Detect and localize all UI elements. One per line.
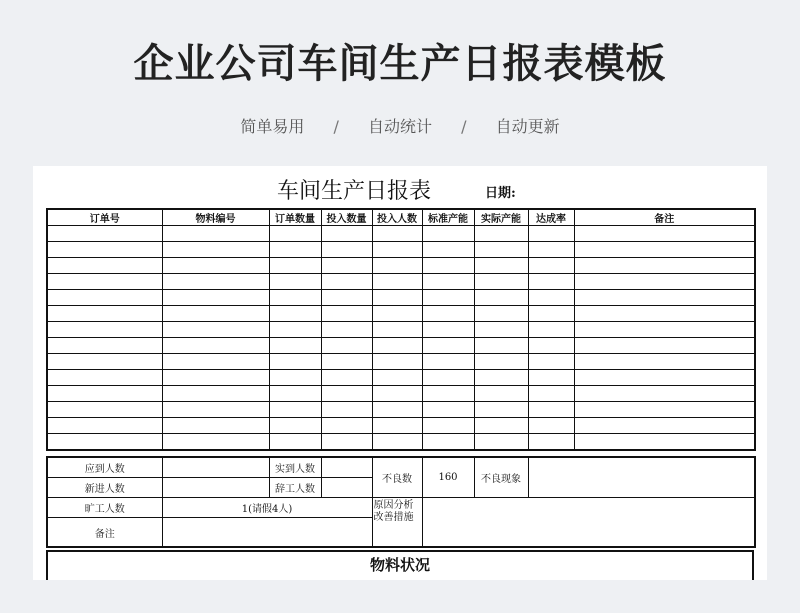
material-status-section	[46, 550, 754, 580]
table-cell[interactable]	[528, 418, 574, 434]
tag-auto-update: 自动更新	[495, 117, 560, 136]
column-header: 投入人数	[372, 209, 422, 226]
table-cell[interactable]	[474, 386, 528, 402]
table-cell[interactable]	[574, 242, 755, 258]
column-header: 备注	[574, 209, 755, 226]
table-row	[47, 498, 755, 518]
table-cell[interactable]	[372, 242, 422, 258]
tag-separator: /	[333, 117, 339, 136]
table-cell[interactable]	[269, 274, 321, 290]
table-cell[interactable]	[162, 322, 269, 338]
sheet-header	[33, 174, 767, 208]
table-cell[interactable]	[47, 418, 162, 434]
table-cell[interactable]	[528, 338, 574, 354]
table-cell[interactable]	[528, 306, 574, 322]
table-row	[47, 290, 755, 306]
table-cell[interactable]	[269, 418, 321, 434]
table-cell[interactable]	[528, 434, 574, 451]
table-cell[interactable]	[474, 274, 528, 290]
table-cell[interactable]	[321, 386, 372, 402]
table-cell[interactable]	[47, 322, 162, 338]
table-cell[interactable]	[574, 338, 755, 354]
table-cell[interactable]	[162, 242, 269, 258]
table-cell[interactable]	[574, 322, 755, 338]
table-cell[interactable]	[321, 290, 372, 306]
required-staff-value[interactable]	[162, 457, 269, 478]
table-cell[interactable]	[47, 274, 162, 290]
table-cell[interactable]	[162, 370, 269, 386]
remarks-value[interactable]	[162, 518, 372, 548]
table-cell[interactable]	[47, 402, 162, 418]
table-cell[interactable]	[372, 402, 422, 418]
table-cell[interactable]	[474, 290, 528, 306]
new-staff-label: 新进人数	[47, 478, 162, 498]
table-cell[interactable]	[372, 274, 422, 290]
table-header-row	[47, 209, 755, 226]
table-cell[interactable]	[372, 322, 422, 338]
table-cell[interactable]	[162, 258, 269, 274]
table-cell[interactable]	[269, 226, 321, 242]
table-cell[interactable]	[422, 434, 474, 451]
table-cell[interactable]	[372, 258, 422, 274]
staff-summary-table	[46, 456, 756, 548]
table-cell[interactable]	[528, 402, 574, 418]
table-row	[47, 370, 755, 386]
resigned-staff-label: 辞工人数	[269, 478, 321, 498]
table-cell[interactable]	[162, 338, 269, 354]
table-row	[47, 457, 755, 478]
defect-count-value[interactable]: 160	[422, 457, 474, 498]
table-cell[interactable]	[528, 258, 574, 274]
report-sheet	[33, 166, 767, 580]
table-cell[interactable]	[321, 258, 372, 274]
column-header: 标准产能	[422, 209, 474, 226]
table-cell[interactable]	[528, 274, 574, 290]
table-cell[interactable]	[574, 418, 755, 434]
table-cell[interactable]	[372, 290, 422, 306]
table-cell[interactable]	[474, 258, 528, 274]
table-cell[interactable]	[422, 418, 474, 434]
table-row	[47, 274, 755, 290]
table-cell[interactable]	[321, 242, 372, 258]
table-cell[interactable]	[269, 370, 321, 386]
table-cell[interactable]	[162, 434, 269, 451]
table-cell[interactable]	[372, 338, 422, 354]
table-cell[interactable]	[321, 370, 372, 386]
table-cell[interactable]	[269, 338, 321, 354]
table-cell[interactable]	[574, 258, 755, 274]
page-title: 企业公司车间生产日报表模板	[133, 41, 667, 87]
material-status-title: 物料状况	[369, 556, 430, 574]
table-cell[interactable]	[47, 370, 162, 386]
table-row	[47, 322, 755, 338]
table-cell[interactable]	[269, 354, 321, 370]
table-cell[interactable]	[422, 274, 474, 290]
table-cell[interactable]	[162, 386, 269, 402]
table-cell[interactable]	[162, 418, 269, 434]
table-cell[interactable]	[269, 322, 321, 338]
table-cell[interactable]	[574, 226, 755, 242]
table-cell[interactable]	[528, 322, 574, 338]
table-cell[interactable]	[422, 402, 474, 418]
tag-separator: /	[461, 117, 467, 136]
column-header: 投入数量	[321, 209, 372, 226]
table-cell[interactable]	[269, 402, 321, 418]
table-cell[interactable]	[47, 226, 162, 242]
cause-analysis-label: 原因分析改善措施	[372, 498, 422, 548]
table-cell[interactable]	[474, 306, 528, 322]
actual-staff-label: 实到人数	[269, 457, 321, 478]
table-cell[interactable]	[574, 274, 755, 290]
table-cell[interactable]	[47, 242, 162, 258]
table-cell[interactable]	[422, 290, 474, 306]
defect-count-label: 不良数	[372, 457, 422, 498]
table-cell[interactable]	[422, 258, 474, 274]
tag-auto-stats: 自动统计	[367, 117, 432, 136]
table-row	[47, 434, 755, 451]
table-cell[interactable]	[422, 226, 474, 242]
table-cell[interactable]	[47, 290, 162, 306]
table-cell[interactable]	[321, 418, 372, 434]
table-cell[interactable]	[269, 386, 321, 402]
table-cell[interactable]	[422, 370, 474, 386]
table-cell[interactable]	[162, 226, 269, 242]
table-cell[interactable]	[47, 386, 162, 402]
table-cell[interactable]	[528, 226, 574, 242]
table-cell[interactable]	[321, 274, 372, 290]
table-cell[interactable]	[422, 322, 474, 338]
actual-staff-value[interactable]	[321, 457, 372, 478]
table-cell[interactable]	[474, 418, 528, 434]
table-cell[interactable]	[321, 226, 372, 242]
feature-tagline	[0, 114, 800, 137]
table-cell[interactable]	[474, 322, 528, 338]
table-cell[interactable]	[422, 306, 474, 322]
table-cell[interactable]	[574, 290, 755, 306]
column-header: 订单号	[47, 209, 162, 226]
table-cell[interactable]	[574, 354, 755, 370]
table-cell[interactable]	[474, 338, 528, 354]
table-cell[interactable]	[474, 354, 528, 370]
table-cell[interactable]	[574, 402, 755, 418]
table-cell[interactable]	[528, 370, 574, 386]
table-cell[interactable]	[474, 242, 528, 258]
table-cell[interactable]	[162, 290, 269, 306]
table-cell[interactable]	[372, 434, 422, 451]
table-cell[interactable]	[574, 306, 755, 322]
table-row	[47, 402, 755, 418]
table-cell[interactable]	[162, 274, 269, 290]
table-row	[47, 386, 755, 402]
new-staff-value[interactable]	[162, 478, 269, 498]
table-cell[interactable]	[528, 242, 574, 258]
date-label: 日期:	[485, 186, 516, 201]
table-row	[47, 258, 755, 274]
table-cell[interactable]	[162, 354, 269, 370]
remarks-label: 备注	[47, 518, 162, 548]
column-header: 实际产能	[474, 209, 528, 226]
defect-phenomenon-value[interactable]	[528, 457, 755, 498]
table-cell[interactable]	[47, 338, 162, 354]
table-cell[interactable]	[321, 306, 372, 322]
absent-staff-label: 旷工人数	[47, 498, 162, 518]
table-cell[interactable]	[269, 434, 321, 451]
sheet-title: 车间生产日报表	[277, 179, 432, 204]
table-cell[interactable]	[574, 386, 755, 402]
table-cell[interactable]	[422, 338, 474, 354]
table-cell[interactable]	[321, 354, 372, 370]
table-cell[interactable]	[574, 370, 755, 386]
table-cell[interactable]	[372, 226, 422, 242]
table-cell[interactable]	[372, 306, 422, 322]
table-cell[interactable]	[47, 258, 162, 274]
table-cell[interactable]	[321, 322, 372, 338]
table-cell[interactable]	[162, 402, 269, 418]
table-row	[47, 338, 755, 354]
table-cell[interactable]	[422, 386, 474, 402]
cause-analysis-value[interactable]	[422, 498, 755, 548]
table-cell[interactable]	[372, 354, 422, 370]
table-cell[interactable]	[321, 434, 372, 451]
table-cell[interactable]	[528, 386, 574, 402]
production-table	[46, 208, 756, 451]
table-row	[47, 306, 755, 322]
table-cell[interactable]	[269, 306, 321, 322]
table-cell[interactable]	[474, 226, 528, 242]
table-cell[interactable]	[528, 354, 574, 370]
table-cell[interactable]	[372, 418, 422, 434]
table-cell[interactable]	[321, 338, 372, 354]
table-cell[interactable]	[528, 290, 574, 306]
column-header: 订单数量	[269, 209, 321, 226]
table-cell[interactable]	[321, 402, 372, 418]
table-cell[interactable]	[269, 242, 321, 258]
table-cell[interactable]	[422, 242, 474, 258]
absent-staff-value[interactable]: 1(请假4人)	[162, 498, 372, 518]
table-row	[47, 418, 755, 434]
table-cell[interactable]	[372, 370, 422, 386]
defect-phenomenon-label: 不良现象	[474, 457, 528, 498]
table-cell[interactable]	[474, 434, 528, 451]
table-cell[interactable]	[47, 434, 162, 451]
table-cell[interactable]	[474, 370, 528, 386]
column-header: 达成率	[528, 209, 574, 226]
table-cell[interactable]	[162, 306, 269, 322]
tag-easy-to-use: 简单易用	[240, 117, 305, 136]
table-cell[interactable]	[372, 386, 422, 402]
table-cell[interactable]	[474, 402, 528, 418]
table-row	[47, 242, 755, 258]
table-row	[47, 354, 755, 370]
table-cell[interactable]	[269, 258, 321, 274]
table-cell[interactable]	[422, 354, 474, 370]
table-cell[interactable]	[47, 306, 162, 322]
required-staff-label: 应到人数	[47, 457, 162, 478]
table-cell[interactable]	[574, 434, 755, 451]
table-row	[47, 226, 755, 242]
table-cell[interactable]	[269, 290, 321, 306]
resigned-staff-value[interactable]	[321, 478, 372, 498]
table-cell[interactable]	[47, 354, 162, 370]
column-header: 物料编号	[162, 209, 269, 226]
